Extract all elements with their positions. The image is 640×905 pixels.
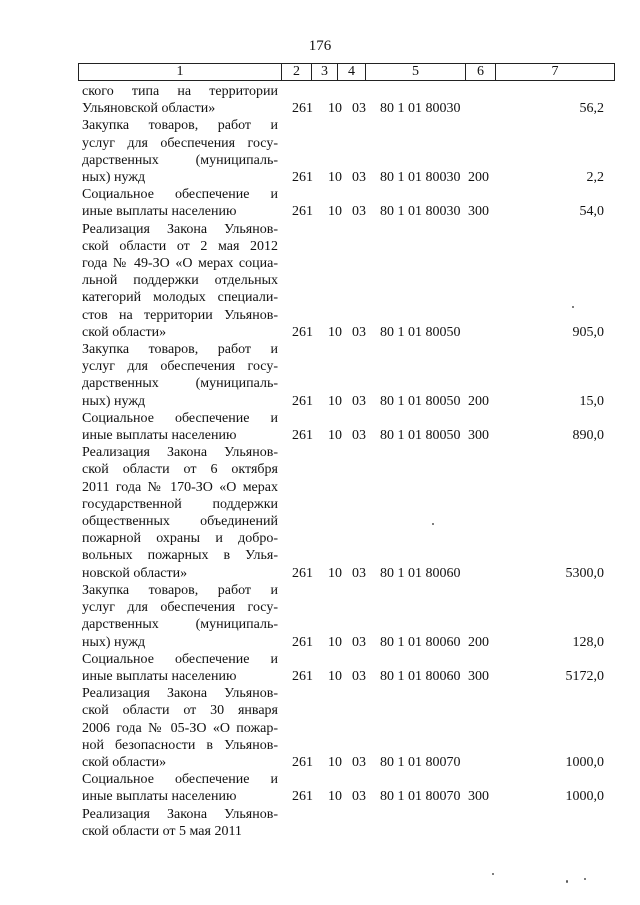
description-line: иные выплаты населению [82, 204, 237, 220]
description-line: Социальное обеспечение и [82, 187, 278, 203]
ministry-code: 261 [292, 393, 313, 409]
section-code: 10 [328, 204, 342, 220]
amount: 1000,0 [565, 754, 604, 770]
subsection-code: 03 [352, 170, 366, 186]
description-line: услуг для обеспечения госу- [82, 359, 278, 375]
description-line: дарственных (муниципаль- [82, 617, 278, 633]
column-header-table [78, 63, 615, 81]
column-header-7: 7 [496, 64, 615, 81]
column-header-2: 2 [282, 64, 312, 81]
scan-speck [566, 880, 568, 883]
row-codes [82, 324, 622, 341]
section-code: 10 [328, 170, 342, 186]
table-body [82, 83, 622, 840]
row-codes [82, 634, 622, 651]
ministry-code: 261 [292, 170, 313, 186]
table-row [82, 341, 622, 410]
target-article-code: 80 1 01 80030 [380, 101, 461, 117]
ministry-code: 261 [292, 754, 313, 770]
row-codes [82, 393, 622, 410]
scan-speck [432, 523, 434, 525]
amount: 54,0 [579, 204, 604, 220]
description-line: ской области от 5 мая 2011 [82, 823, 242, 839]
ministry-code: 261 [292, 428, 313, 444]
target-article-code: 80 1 01 80070 [380, 754, 461, 770]
table-row [82, 582, 622, 651]
row-codes [82, 788, 622, 805]
expense-type-code: 300 [468, 789, 489, 805]
description-line: Реализация Закона Ульянов- [82, 806, 278, 822]
subsection-code: 03 [352, 101, 366, 117]
target-article-code: 80 1 01 80060 [380, 565, 461, 581]
target-article-code: 80 1 01 80060 [380, 634, 461, 650]
description-line: ных) нужд [82, 393, 146, 409]
description-line: Реализация Закона Ульянов- [82, 445, 278, 461]
description-line: ных) нужд [82, 170, 146, 186]
expense-type-code: 300 [468, 668, 489, 684]
expense-type-code: 200 [468, 393, 489, 409]
amount: 890,0 [572, 428, 604, 444]
row-codes [82, 169, 622, 186]
section-code: 10 [328, 668, 342, 684]
description-line: стов на территории Ульянов- [82, 307, 278, 323]
description-line: Социальное обеспечение и [82, 410, 278, 426]
ministry-code: 261 [292, 668, 313, 684]
description-line: дарственных (муниципаль- [82, 152, 278, 168]
description-line: ных) нужд [82, 634, 146, 650]
amount: 56,2 [579, 101, 604, 117]
subsection-code: 03 [352, 754, 366, 770]
table-row [82, 806, 622, 840]
description-line: ской области от 6 октября [82, 462, 278, 478]
section-code: 10 [328, 754, 342, 770]
scan-speck [584, 878, 586, 880]
amount: 905,0 [572, 324, 604, 340]
description-line: года № 49-ЗО «О мерах социа- [82, 256, 278, 272]
description-line: ской области от 30 января [82, 703, 278, 719]
description-line: ской области» [82, 754, 167, 770]
column-header-6: 6 [466, 64, 496, 81]
table-row [82, 444, 622, 582]
description-line: услуг для обеспечения госу- [82, 135, 278, 151]
section-code: 10 [328, 428, 342, 444]
description-line: ского типа на территории [82, 84, 278, 99]
section-code: 10 [328, 101, 342, 117]
section-code: 10 [328, 324, 342, 340]
description-line: услуг для обеспечения госу- [82, 600, 278, 616]
description-line: общественных объединений [82, 514, 278, 530]
amount: 128,0 [572, 634, 604, 650]
row-codes [82, 565, 622, 582]
description-line: Реализация Закона Ульянов- [82, 686, 278, 702]
target-article-code: 80 1 01 80050 [380, 324, 461, 340]
ministry-code: 261 [292, 324, 313, 340]
description-line: ской области» [82, 324, 167, 340]
table-row [82, 685, 622, 771]
amount: 1000,0 [565, 789, 604, 805]
description-line: ской области от 2 мая 2012 [82, 238, 278, 254]
expense-type-code: 200 [468, 634, 489, 650]
target-article-code: 80 1 01 80050 [380, 428, 461, 444]
description-line: иные выплаты населению [82, 428, 237, 444]
row-codes [82, 668, 622, 685]
section-code: 10 [328, 565, 342, 581]
subsection-code: 03 [352, 428, 366, 444]
page-number: 176 [308, 38, 332, 54]
expense-type-code: 300 [468, 204, 489, 220]
ministry-code: 261 [292, 204, 313, 220]
scan-speck [492, 873, 494, 875]
row-description [82, 444, 278, 582]
description-line: Закупка товаров, работ и [82, 118, 278, 134]
expense-type-code: 300 [468, 428, 489, 444]
description-line: иные выплаты населению [82, 668, 237, 684]
description-line: 2006 года № 05-ЗО «О пожар- [82, 720, 278, 736]
subsection-code: 03 [352, 324, 366, 340]
table-row [82, 410, 622, 444]
row-codes [82, 427, 622, 444]
target-article-code: 80 1 01 80030 [380, 204, 461, 220]
row-codes [82, 754, 622, 771]
description-line: Закупка товаров, работ и [82, 582, 278, 598]
column-header-5: 5 [366, 64, 466, 81]
target-article-code: 80 1 01 80050 [380, 393, 461, 409]
column-header-row [79, 64, 615, 81]
column-header-3: 3 [312, 64, 338, 81]
description-line: Социальное обеспечение и [82, 651, 278, 667]
description-line: Ульяновской области» [82, 101, 216, 117]
amount: 5300,0 [565, 565, 604, 581]
table-row [82, 651, 622, 685]
description-line: иные выплаты населению [82, 789, 237, 805]
table-row [82, 83, 622, 117]
subsection-code: 03 [352, 565, 366, 581]
description-line: Реализация Закона Ульянов- [82, 221, 278, 237]
subsection-code: 03 [352, 668, 366, 684]
description-line: вольных пожарных в Улья- [82, 548, 278, 564]
description-line: Социальное обеспечение и [82, 772, 278, 788]
subsection-code: 03 [352, 204, 366, 220]
expense-type-code: 200 [468, 170, 489, 186]
amount: 5172,0 [565, 668, 604, 684]
row-codes [82, 100, 622, 117]
table-row [82, 221, 622, 341]
table-row [82, 117, 622, 186]
subsection-code: 03 [352, 634, 366, 650]
column-header-1: 1 [79, 64, 282, 81]
description-line: ной безопасности в Ульянов- [82, 737, 278, 753]
ministry-code: 261 [292, 789, 313, 805]
ministry-code: 261 [292, 101, 313, 117]
subsection-code: 03 [352, 789, 366, 805]
description-line: государственной поддержки [82, 496, 278, 512]
description-line: новской области» [82, 565, 188, 581]
amount: 2,2 [586, 170, 604, 186]
section-code: 10 [328, 393, 342, 409]
section-code: 10 [328, 789, 342, 805]
table-row [82, 771, 622, 805]
scan-speck [572, 306, 574, 308]
row-codes [82, 823, 622, 840]
description-line: льной поддержки отдельных [82, 273, 278, 289]
description-line: 2011 года № 170-ЗО «О мерах [82, 479, 278, 495]
target-article-code: 80 1 01 80070 [380, 789, 461, 805]
column-header-4: 4 [338, 64, 366, 81]
amount: 15,0 [579, 393, 604, 409]
subsection-code: 03 [352, 393, 366, 409]
target-article-code: 80 1 01 80060 [380, 668, 461, 684]
row-codes [82, 203, 622, 220]
description-line: категорий молодых специали- [82, 290, 278, 306]
section-code: 10 [328, 634, 342, 650]
ministry-code: 261 [292, 634, 313, 650]
description-line: дарственных (муниципаль- [82, 376, 278, 392]
ministry-code: 261 [292, 565, 313, 581]
description-line: Закупка товаров, работ и [82, 342, 278, 358]
target-article-code: 80 1 01 80030 [380, 170, 461, 186]
description-line: пожарной охраны и добро- [82, 531, 278, 547]
table-row [82, 186, 622, 220]
